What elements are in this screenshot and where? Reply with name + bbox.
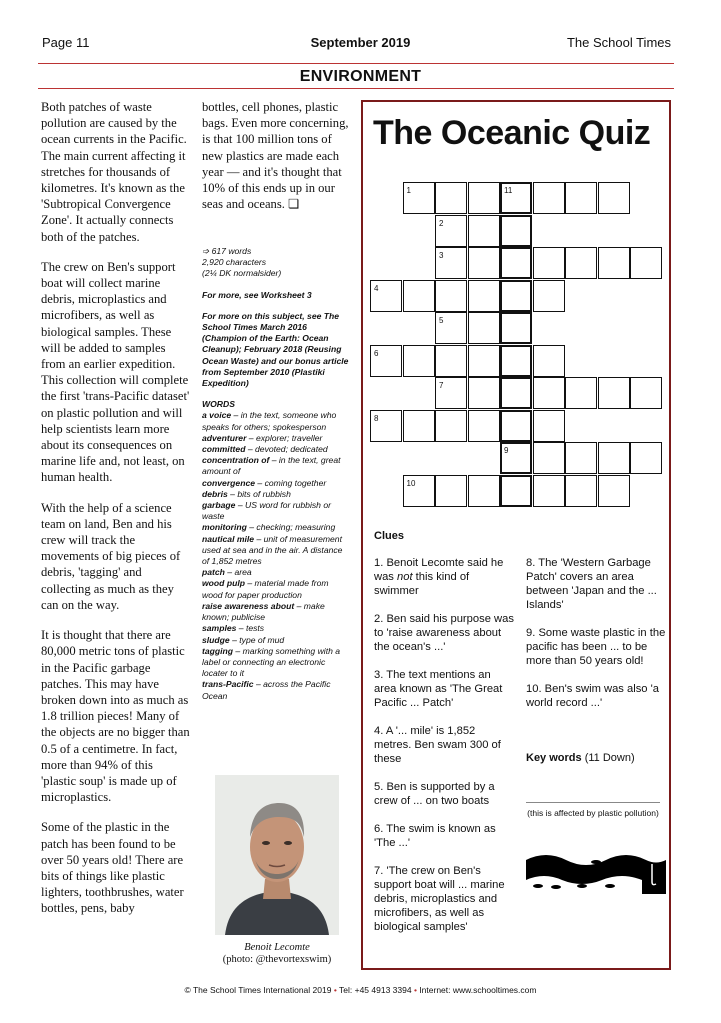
clue-5: 5. Ben is supported by a crew of ... on two boats xyxy=(374,781,495,807)
crossword-cell[interactable] xyxy=(468,280,500,312)
related-articles: For more on this subject, see The School Times March 2016 (Champion of the Earth: Ocean Cleanup); February 2018 (Reusing Ocean Waste) and our bonus article from September 2010 (Plastiki Expedition) xyxy=(202,310,349,389)
quiz-title: The Oceanic Quiz xyxy=(373,114,651,152)
crossword-cell[interactable] xyxy=(565,377,597,409)
crossword-cell[interactable] xyxy=(468,345,500,377)
crossword-cell[interactable] xyxy=(533,280,565,312)
glossary-term: committed xyxy=(202,444,246,455)
glossary-term: concentration of xyxy=(202,455,270,466)
glossary-definition: – explorer; traveller xyxy=(246,432,323,443)
crossword-cell[interactable] xyxy=(630,442,662,474)
clue-number: 6 xyxy=(374,348,379,358)
glossary-definition: – bits of rubbish xyxy=(227,488,291,499)
crossword-cell[interactable] xyxy=(565,475,597,507)
glossary-definition: – checking; measuring xyxy=(246,522,336,533)
caption-credit: (photo: @thevortexswim) xyxy=(222,954,332,965)
article-paragraph: Some of the plastic in the patch has been found to be over 50 years old! There are bits of things like plastic lighters, toothbrushes, water bottles, pens, baby xyxy=(41,820,184,916)
footer-phone: Tel: +45 4913 3394 xyxy=(339,985,412,995)
clue-7: 7. 'The crew on Ben's support boat will ... marine debris, microplastics and microfibers, as well as biological samples' xyxy=(374,865,505,933)
crossword-cell[interactable] xyxy=(500,312,532,344)
article-paragraph: Both patches of waste pollution are caused by the ocean currents in the Pacific. The main current affecting it stretches for thousands of kilometres. It's known as the 'Subtropical Convergence Zone'. It actually connects both of the patches. xyxy=(41,100,187,244)
crossword-cell[interactable] xyxy=(533,182,565,214)
glossary-definition: – marking something with a label or connecting an electronic locater to it xyxy=(202,645,341,679)
glossary-term: convergence xyxy=(202,477,256,488)
clue-number: 8 xyxy=(374,413,379,423)
crossword-cell[interactable] xyxy=(435,280,467,312)
glossary-definition: – in the text, someone who speaks for others; spokesperson xyxy=(202,410,337,432)
article-paragraph: With the help of a science team on land, Ben and his crew will track the movements of big pieces of debris, 'tagging' and collecting as much as they can on the way. xyxy=(41,500,181,612)
crossword-cell[interactable] xyxy=(468,215,500,247)
crossword-cell[interactable] xyxy=(500,280,532,312)
footer-copyright: © The School Times International 2019 xyxy=(184,985,332,995)
crossword-cell[interactable] xyxy=(468,410,500,442)
crossword-cell[interactable] xyxy=(468,182,500,214)
clue-number: 9 xyxy=(504,446,509,455)
clues-column-right xyxy=(526,556,666,724)
crossword-cell[interactable] xyxy=(403,345,435,377)
glossary-definition: – make known; publicise xyxy=(202,600,325,623)
glossary-definition: – across the Pacific Ocean xyxy=(202,679,331,701)
glossary-heading: WORDS xyxy=(202,399,235,410)
crossword-cell[interactable] xyxy=(630,247,662,279)
clue-10: 10. Ben's swim was also 'a world record ...' xyxy=(526,683,659,709)
glossary-definition: – tests xyxy=(236,623,265,634)
crossword-cell[interactable] xyxy=(565,247,597,279)
article-paragraph: The crew on Ben's support boat will collect marine debris, microplastics and microfibers, as well as biological samples. These will be added to samples from an earlier expedition. This collection will complete the first 'trans-Pacific dataset' on plastic pollution and will help scientists learn more about its consequences on marine life and, not least, on human health. xyxy=(41,259,190,485)
crossword-cell[interactable] xyxy=(435,182,467,214)
crossword-cell[interactable] xyxy=(500,247,532,279)
footer-website: Internet: www.schooltimes.com xyxy=(419,985,537,995)
crossword-cell[interactable] xyxy=(533,442,565,474)
crossword-cell[interactable] xyxy=(500,377,532,409)
crossword-cell[interactable] xyxy=(598,247,630,279)
clues-column-left xyxy=(374,556,514,948)
crossword-cell[interactable] xyxy=(565,442,597,474)
crossword-cell[interactable] xyxy=(533,410,565,442)
crossword-cell[interactable] xyxy=(533,247,565,279)
crossword-cell[interactable] xyxy=(435,345,467,377)
crossword-cell[interactable] xyxy=(598,475,630,507)
clue-2: 2. Ben said his purpose was to 'raise awareness about the ocean's ...' xyxy=(374,613,514,653)
clues-heading: Clues xyxy=(374,530,404,542)
crossword-cell[interactable] xyxy=(500,215,532,247)
glossary-term: sludge xyxy=(202,634,230,645)
key-words-title: Key words xyxy=(526,752,582,764)
glossary-definition: – US word for rubbish or waste xyxy=(202,500,331,522)
glossary-definition: – in the text, great amount of xyxy=(202,455,341,477)
worksheet-reference: For more, see Worksheet 3 xyxy=(202,289,312,300)
glossary-definition: – coming together xyxy=(255,477,327,488)
crossword-cell[interactable] xyxy=(565,182,597,214)
word-count: ➩ 617 words xyxy=(202,246,252,256)
key-words-label xyxy=(526,752,635,764)
glossary-term: garbage xyxy=(202,500,236,511)
crossword-cell[interactable] xyxy=(403,280,435,312)
crossword-cell[interactable] xyxy=(598,182,630,214)
glossary-term: monitoring xyxy=(202,522,247,533)
publication-name: The School Times xyxy=(566,35,671,50)
key-word-note: (this is affected by plastic pollution) xyxy=(527,808,659,818)
note-divider xyxy=(526,802,660,803)
article-paragraph: It is thought that there are 80,000 metric tons of plastic in the Pacific garbage patches. This may have broken down into as much as 1.8 trillion pieces! Many of the objects are no bigger than 0.5 of a centimetre. In fact, more than 94% of this 'plastic soup' is made up of microplastics. xyxy=(41,628,190,805)
glossary-definition: – area xyxy=(224,567,252,578)
clue-number: 1 xyxy=(406,186,411,195)
clue-9: 9. Some waste plastic in the pacific has been ... to be more than 50 years old! xyxy=(526,627,666,667)
page-count: (2¼ DK normalsider) xyxy=(202,268,282,279)
clue-number: 5 xyxy=(439,316,444,325)
fish-pattern-illustration xyxy=(526,850,666,894)
glossary-term: debris xyxy=(202,488,228,499)
glossary-term: raise awareness about xyxy=(202,600,295,611)
crossword-cell[interactable] xyxy=(468,312,500,344)
clue-1: 1. Benoit Lecomte said he was not this kind of swimmer xyxy=(374,557,504,597)
clue-number: 10 xyxy=(406,478,416,488)
glossary-definition: – material made from wood for paper production xyxy=(202,578,329,600)
clue-6: 6. The swim is known as 'The ...' xyxy=(374,823,496,849)
glossary-definition: – devoted; dedicated xyxy=(245,444,328,455)
footer-separator: • xyxy=(333,985,337,995)
crossword-cell[interactable] xyxy=(533,377,565,409)
page-footer xyxy=(0,985,721,995)
character-count: 2,920 characters xyxy=(202,257,267,268)
glossary-definition: – unit of measurement used at sea and in the air. A distance of 1,852 metres xyxy=(202,533,343,567)
page-number: Page 11 xyxy=(42,35,90,50)
crossword-cell[interactable] xyxy=(630,377,662,409)
glossary-term: patch xyxy=(202,567,225,578)
clue-number: 2 xyxy=(439,218,444,228)
section-title: ENVIRONMENT xyxy=(299,68,422,85)
glossary-term: a voice xyxy=(202,410,232,421)
glossary-term: wood pulp xyxy=(202,578,245,589)
key-words-detail: (11 Down) xyxy=(581,752,635,764)
clue-number: 4 xyxy=(374,283,379,293)
crossword-cell[interactable] xyxy=(435,475,467,507)
clue-number: 11 xyxy=(504,186,513,195)
crossword-cell[interactable] xyxy=(598,442,630,474)
caption-name: Benoit Lecomte xyxy=(244,942,310,953)
glossary-term: adventurer xyxy=(202,432,247,443)
glossary-definition: – type of mud xyxy=(229,634,285,645)
clue-8: 8. The 'Western Garbage Patch' covers an area between 'Japan and the ... Islands' xyxy=(526,557,657,611)
crossword-cell[interactable] xyxy=(500,475,532,507)
crossword-cell[interactable] xyxy=(500,345,532,377)
crossword-cell[interactable] xyxy=(533,475,565,507)
crossword-cell[interactable] xyxy=(468,475,500,507)
issue-date: September 2019 xyxy=(310,35,411,50)
clue-3: 3. The text mentions an area known as 'The Great Pacific ... Patch' xyxy=(374,669,503,709)
glossary-term: tagging xyxy=(202,645,234,656)
glossary-term: trans-Pacific xyxy=(202,679,254,690)
glossary-term: nautical mile xyxy=(202,533,255,544)
footer-separator: • xyxy=(413,985,417,995)
crossword-cell[interactable] xyxy=(468,247,500,279)
crossword-cell[interactable] xyxy=(500,410,532,442)
clue-number: 7 xyxy=(439,381,444,390)
crossword-cell[interactable] xyxy=(435,410,467,442)
crossword-cell[interactable] xyxy=(403,410,435,442)
clue-number: 3 xyxy=(439,251,444,260)
crossword-cell[interactable] xyxy=(468,377,500,409)
crossword-cell[interactable] xyxy=(533,345,565,377)
clue-4: 4. A '... mile' is 1,852 metres. Ben swam 300 of these xyxy=(374,725,501,765)
article-column-2: bottles, cell phones, plastic bags. Even more concerning, is that 100 million tons of new plastics are made each year — and it's thought that 10% of this ends up in our seas and oceans. ❏ xyxy=(202,100,349,212)
crossword-cell[interactable] xyxy=(598,377,630,409)
glossary-term: samples xyxy=(202,623,237,634)
